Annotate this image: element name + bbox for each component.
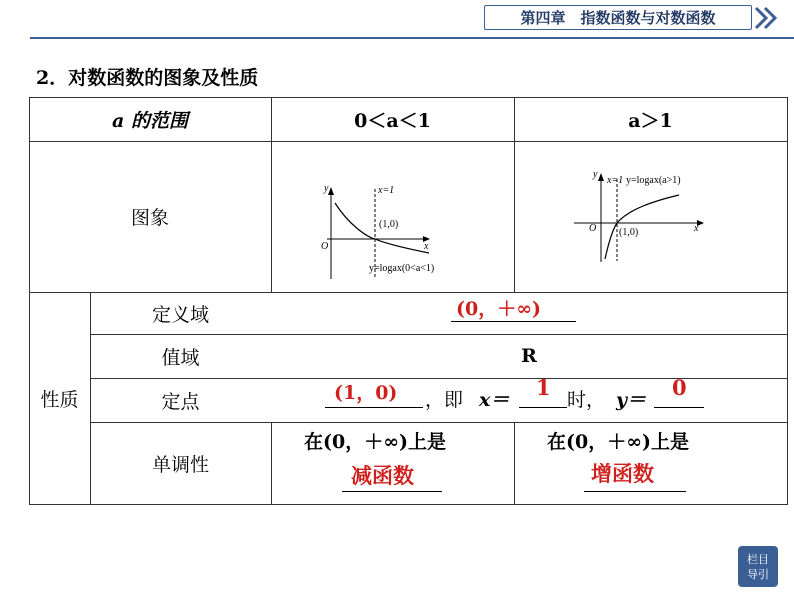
fixed-point-label: 定点: [161, 390, 200, 413]
section-title: 2．对数函数的图象及性质: [36, 67, 259, 89]
fixed-point-answer: (1，0): [334, 382, 398, 404]
fixed-point-x-eq: x＝: [479, 389, 510, 411]
graph2-line-label: x=1: [607, 175, 624, 186]
graph-decreasing-log: [279, 175, 504, 280]
fixed-point-x-answer: 1: [536, 375, 551, 400]
properties-label: 性质: [40, 389, 79, 411]
monotonicity-blank-line-right: [584, 491, 686, 492]
fixed-point-y-answer: 0: [672, 375, 687, 400]
domain-blank-line: [451, 321, 576, 322]
fixed-point-text2: 时，: [567, 389, 606, 411]
fixed-point-blank-line: [325, 407, 423, 408]
header-a-range: a 的范围: [112, 109, 188, 132]
graph2-x-axis-label: x: [694, 223, 699, 234]
graph2-point-label: (1,0): [619, 227, 639, 238]
graph1-point-label: (1,0): [379, 219, 399, 230]
graph1-origin-label: O: [321, 241, 329, 252]
graph1-line-label: x=1: [378, 185, 395, 196]
domain-answer: (0，＋∞): [456, 298, 542, 320]
fixed-point-y-blank-line: [654, 407, 704, 408]
log-function-table: [29, 97, 787, 505]
nav-line2: 导引: [747, 567, 769, 581]
section-nav-button[interactable]: [738, 546, 778, 587]
header-a-greater-than-one: a＞1: [628, 109, 673, 132]
graph2-y-axis-label: y: [593, 169, 598, 180]
next-arrow-icon[interactable]: [752, 4, 786, 32]
fixed-point-x-blank-line: [519, 407, 567, 408]
monotonicity-answer-increasing: 增函数: [591, 461, 654, 486]
fixed-point-text1: ，即: [425, 389, 464, 411]
nav-line1: 栏目: [747, 552, 769, 566]
graph2-curve-label: y=logax(a>1): [626, 175, 681, 186]
header-a-less-than-one: 0＜a＜1: [354, 109, 431, 132]
fixed-point-y-eq: y＝: [616, 389, 647, 411]
graph1-y-axis-label: y: [324, 183, 329, 194]
graph-increasing-log: [569, 163, 779, 263]
graph2-origin-label: O: [589, 223, 597, 234]
range-value: R: [521, 345, 537, 367]
graph1-x-axis-label: x: [424, 241, 429, 252]
chapter-title: 第四章 指数函数与对数函数: [520, 9, 716, 27]
range-label: 值域: [161, 346, 200, 369]
monotonicity-prefix-left: 在(0，＋∞)上是: [304, 431, 447, 453]
graph1-curve-label: y=logax(0<a<1): [369, 263, 435, 274]
monotonicity-blank-line-left: [342, 491, 442, 492]
graph-row-label: 图象: [130, 207, 169, 229]
chapter-banner: [484, 5, 752, 30]
monotonicity-prefix-right: 在(0，＋∞)上是: [547, 431, 690, 453]
monotonicity-answer-decreasing: 减函数: [351, 463, 414, 488]
header-divider: [30, 37, 794, 39]
monotonicity-label: 单调性: [151, 453, 209, 476]
domain-label: 定义域: [151, 303, 209, 326]
